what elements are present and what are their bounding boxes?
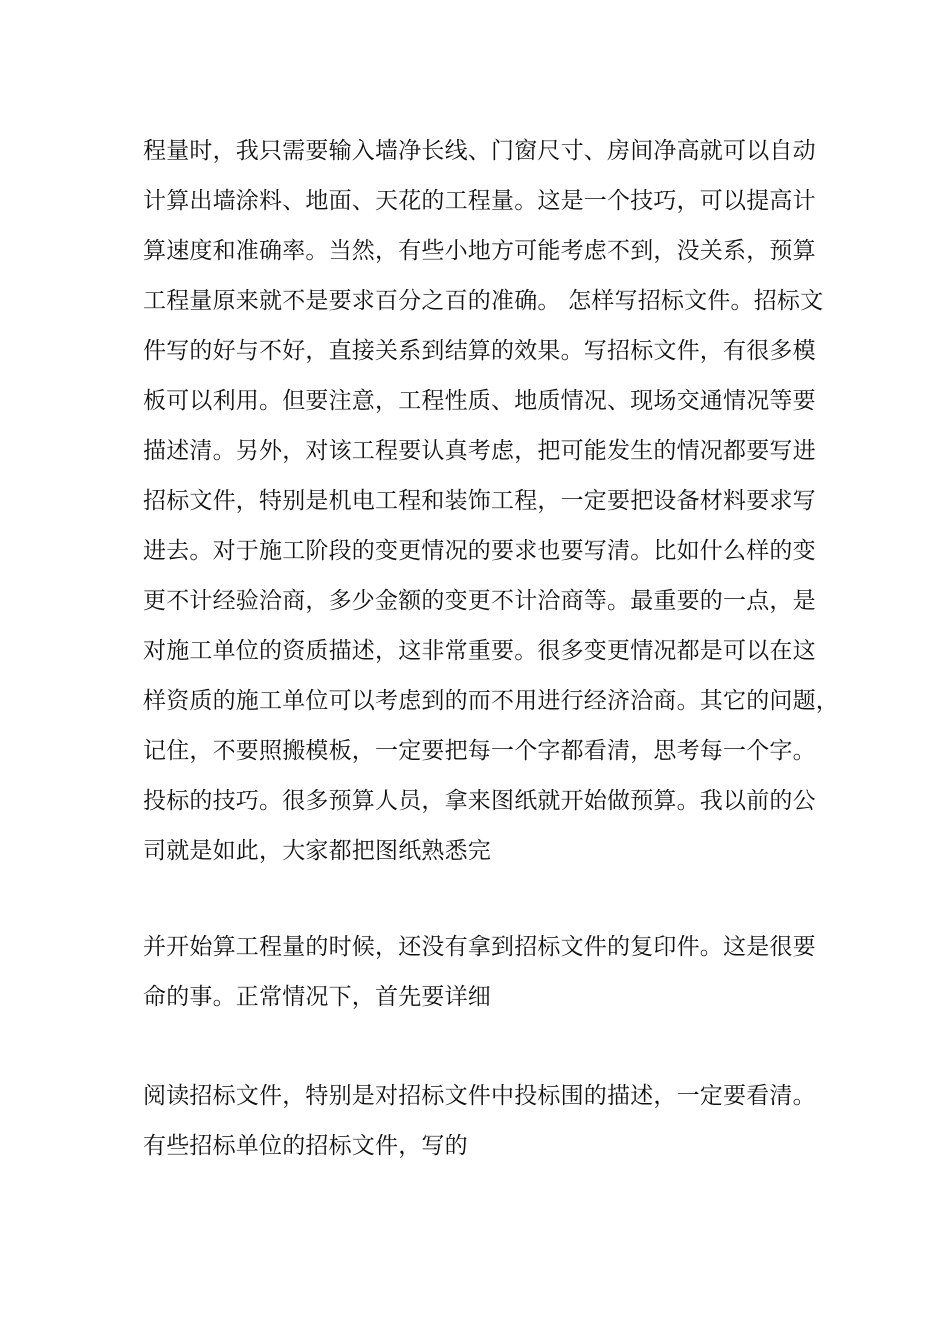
paragraph-2 <box>143 922 816 1022</box>
text-line: 并开始算工程量的时候，还没有拿到招标文件的复印件。这是很要 <box>143 934 816 960</box>
text-line: 样资质的施工单位可以考虑到的而不用进行经济洽商。其它的问题， <box>143 688 839 714</box>
text-line: 工程量原来就不是要求百分之百的准确。 怎样写招标文件。招标文 <box>143 288 824 314</box>
paragraph-3 <box>143 1071 816 1171</box>
text-line: 进去。对于施工阶段的变更情况的要求也要写清。比如什么样的变 <box>143 538 816 564</box>
text-line: 更不计经验洽商，多少金额的变更不计洽商等。最重要的一点，是 <box>143 588 816 614</box>
text-line: 描述清。另外，对该工程要认真考虑，把可能发生的情况都要写进 <box>143 438 816 464</box>
text-line: 对施工单位的资质描述，这非常重要。很多变更情况都是可以在这 <box>143 638 816 664</box>
text-line: 阅读招标文件，特别是对招标文件中投标围的描述，一定要看清。 <box>143 1083 816 1109</box>
text-line: 命的事。正常情况下，首先要详细 <box>143 984 491 1010</box>
text-line: 板可以利用。但要注意，工程性质、地质情况、现场交通情况等要 <box>143 388 816 414</box>
text-line: 记住，不要照搬模板，一定要把每一个字都看清，思考每一个字。 <box>143 738 816 764</box>
text-line: 算速度和准确率。当然，有些小地方可能考虑不到，没关系，预算 <box>143 238 816 264</box>
text-line: 有些招标单位的招标文件，写的 <box>143 1133 468 1159</box>
paragraph-1 <box>143 126 839 876</box>
text-line: 司就是如此，大家都把图纸熟悉完 <box>143 838 491 864</box>
text-line: 件写的好与不好，直接关系到结算的效果。写招标文件，有很多模 <box>143 338 816 364</box>
text-line: 计算出墙涂料、地面、天花的工程量。这是一个技巧，可以提高计 <box>143 188 816 214</box>
text-line: 投标的技巧。很多预算人员，拿来图纸就开始做预算。我以前的公 <box>143 788 816 814</box>
text-line: 程量时，我只需要输入墙净长线、门窗尺寸、房间净高就可以自动 <box>143 138 816 164</box>
text-line: 招标文件，特别是机电工程和装饰工程，一定要把设备材料要求写 <box>143 488 816 514</box>
